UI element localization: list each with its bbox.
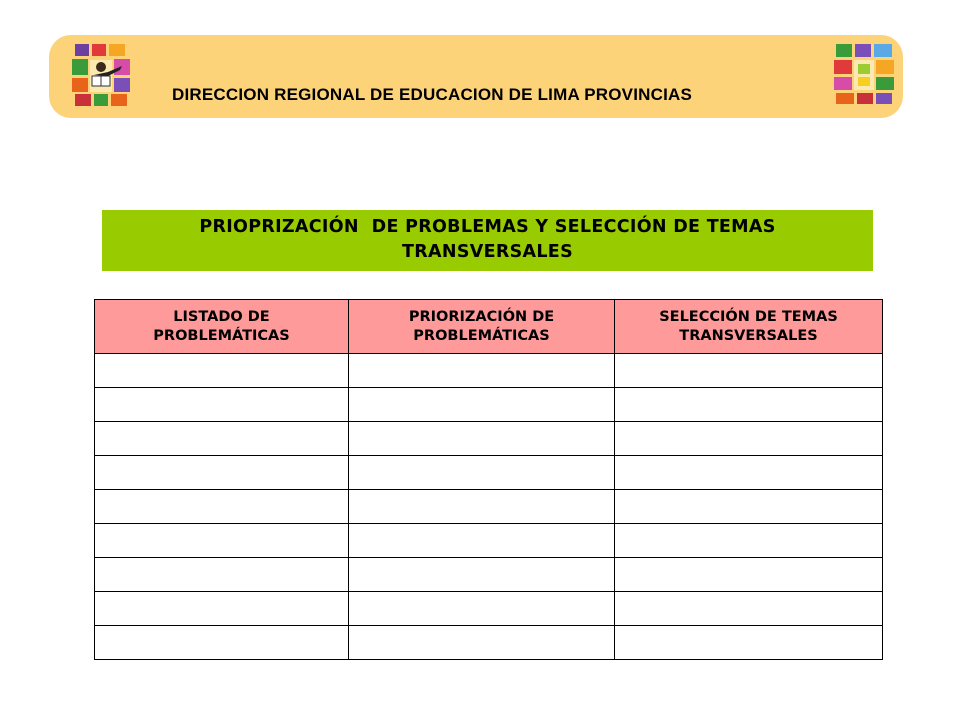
table-cell[interactable] [615,626,883,660]
table-row [95,422,883,456]
table-cell[interactable] [615,524,883,558]
table-row [95,626,883,660]
table-cell[interactable] [615,456,883,490]
column-header-line: TRANSVERSALES [679,327,818,344]
table-cell[interactable] [349,558,615,592]
table-cell[interactable] [95,626,349,660]
section-title-line1: PRIOPRIZACIÓN DE PROBLEMAS Y SELECCIÓN DE TEMAS [199,217,776,237]
table-cell[interactable] [349,422,615,456]
table-cell[interactable] [349,388,615,422]
table-cell[interactable] [615,388,883,422]
table-row [95,490,883,524]
table-cell[interactable] [95,490,349,524]
table-cell[interactable] [95,422,349,456]
column-header-line: SELECCIÓN DE TEMAS [659,308,838,325]
column-header-line: LISTADO DE [173,308,270,325]
column-header-line: PROBLEMÁTICAS [413,327,550,344]
table-cell[interactable] [615,558,883,592]
table-row [95,524,883,558]
table-cell[interactable] [95,456,349,490]
column-header-line: PRIORIZACIÓN DE [408,308,555,325]
problems-table [94,299,883,660]
table-cell[interactable] [95,354,349,388]
table-cell[interactable] [349,354,615,388]
column-header-priorizacion [349,300,615,354]
column-header-seleccion [615,300,883,354]
table-row [95,456,883,490]
table-header-row [95,300,883,354]
table-cell[interactable] [349,456,615,490]
header-title: DIRECCION REGIONAL DE EDUCACION DE LIMA PROVINCIAS [172,85,693,104]
table-cell[interactable] [615,422,883,456]
table-cell[interactable] [349,490,615,524]
column-header-listado [95,300,349,354]
table-cell[interactable] [615,592,883,626]
table-row [95,592,883,626]
table-cell[interactable] [349,626,615,660]
section-title [102,210,873,271]
header-banner [49,35,903,118]
column-header-line: PROBLEMÁTICAS [153,327,290,344]
table-cell[interactable] [349,524,615,558]
table-cell[interactable] [615,354,883,388]
table-row [95,354,883,388]
table-cell[interactable] [95,524,349,558]
table-row [95,558,883,592]
section-title-line2: TRANSVERSALES [402,242,573,262]
table-row [95,388,883,422]
regional-education-logo-icon [70,42,132,108]
table-cell[interactable] [95,558,349,592]
blocks-emblem-logo-icon [832,42,896,106]
table-cell[interactable] [95,592,349,626]
table-cell[interactable] [95,388,349,422]
table-cell[interactable] [349,592,615,626]
table-cell[interactable] [615,490,883,524]
